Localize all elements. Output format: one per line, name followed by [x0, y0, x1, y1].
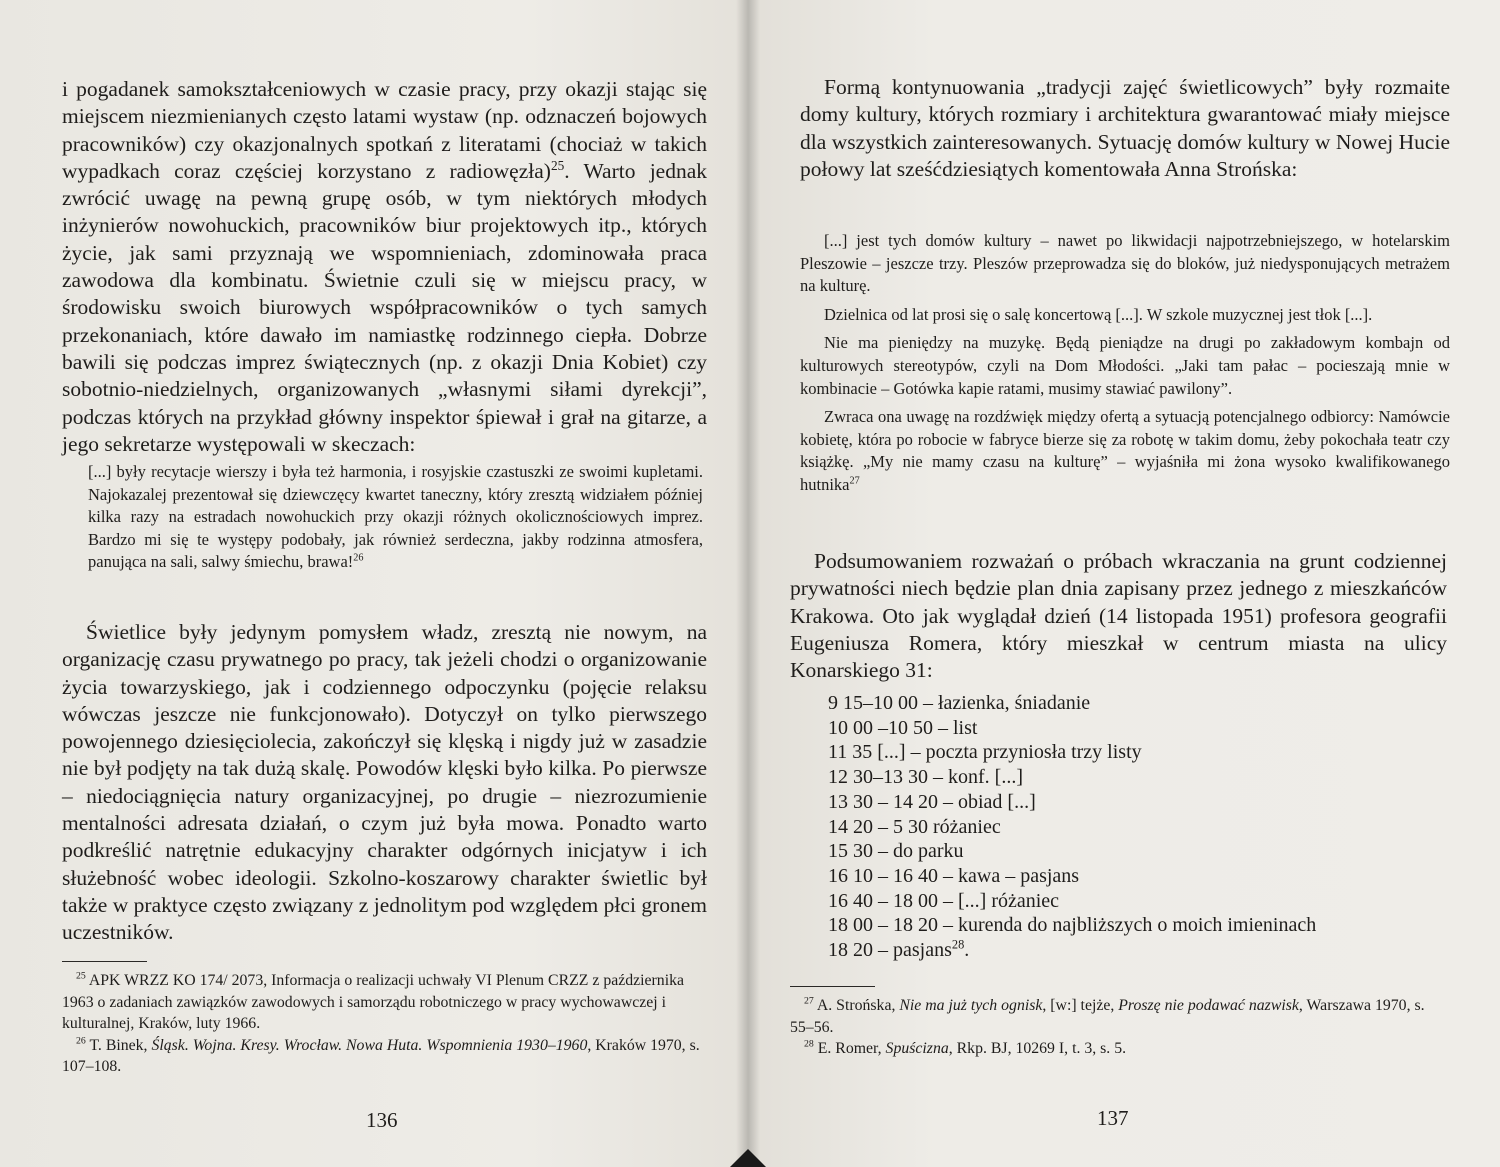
schedule-item: 18 20 – pasjans$^{28}$. — [828, 937, 970, 962]
schedule-item: 16 10 – 16 40 – kawa – pasjans — [828, 864, 1080, 887]
schedule-item: 9 15–10 00 – łazienka, śniadanie — [828, 692, 1091, 714]
right-footnotes — [790, 986, 1447, 1060]
footnote-25: $^{25}$ APK WRZZ KO 174/ 2073, Informacja o realizacji uchwały VI Plenum CRZZ z października 1963 o zadaniach zawiązków zawodowych i samorządu robotniczego w pracy wychowawczej i kulturalnej, Kraków, luty 1966. — [62, 970, 685, 1032]
book-gutter — [736, 0, 760, 1167]
left-paragraph-1: i pogadanek samokształceniowych w czasie pracy, przy okazji stając się miejscem niezmienianych często latami wystaw (np. odznaczeń bojowych pracowników) czy okazjonalnych spotkań z literatami (chociaż w takich wypadkach coraz częściej korzystano z radiowęzła)$^{25}$. Warto jednak zwrócić uwagę na pewną grupę osób, w tym niektórych młodych inżynierów nowohuckich, pracowników biur projektowych itp., których życie, jak sami przyznają we wspomnieniach, zdominowała praca zawodowa dla kombinatu. Świetnie czuli się w miejscu pracy, w środowisku swoich biurowych współpracowników o tych samych przekonaniach, które dawało im namiastkę rodzinnego ciepła. Dobrze bawili się podczas imprez świątecznych (np. z okazji Dnia Kobiet) czy sobotnio-niedzielnych, organizowanych „własnymi siłami dyrekcji”, podczas których na przykład główny inspektor śpiewał i grał na gitarze, a jego sekretarze występowali w skeczach: — [62, 77, 708, 456]
schedule-item: 11 35 [...] – poczta przyniosła trzy listy — [828, 741, 1142, 764]
schedule-item: 10 00 –10 50 – list — [828, 716, 978, 739]
left-block-quote: [...] były recytacje wierszy i była też harmonia, i rosyjskie czastuszki ze swoimi kupletami. Najokazalej prezentował się dziewczęcy kwartet taneczny, który zresztą widziałem później kilka razy na estradach nowohuckich przy okazji różnych okolicznościowych imprez. Bardzo mi się te występy podobały, jak również serdeczna, jakby rodzinna atmosfera, panująca na sali, salwy śmiechu, brawa!$^{26}$ — [88, 462, 703, 572]
page-number-left: 136 — [366, 1108, 398, 1132]
schedule-item: 15 30 – do parku — [828, 840, 964, 863]
page-number-right: 137 — [1097, 1106, 1129, 1130]
footnote-ref-26[interactable]: 26 — [353, 552, 364, 564]
right-paragraph-2: Podsumowaniem rozważań o próbach wkraczania na grunt codziennej prywatności niech będzie plan dnia zapisany przez jednego z mieszkańców Krakowa. Oto jak wyglądał dzień (14 listopada 1951) profesora geografii Eugeniusza Romera, który mieszkał w centrum miasta na ulicy Konarskiego 31: — [790, 549, 1447, 683]
daily-schedule — [828, 691, 1428, 963]
left-paragraph-2: Świetlice były jedynym pomysłem władz, zresztą nie nowym, na organizację czasu prywatnego po pracy, tak jeżeli chodzi o organizowanie życia towarzyskiego, jak i codziennego odpoczynku (pojęcie relaksu wówczas jeszcze nie funkcjonowało). Dotyczył on tylko pierwszego powojennego dziesięciolecia, zakończył się klęską i nigdy już w zasadzie nie był podjęty na tak dużą skalę. Powodów klęski było kilka. Po pierwsze – niedociągnięcia natury organizacyjnej, po drugie – niezrozumienie mentalności adresata działań, o czym już była mowa. Ponadto warto podkreślić natrętnie edukacyjny charakter odgórnych inicjatyw i ich służebność wobec ideologii. Szkolno-koszarowy charakter świetlic był także w praktyce często związany z jednolitym pod względem płci gronem uczestników. — [62, 620, 707, 945]
footnote-26: $^{26}$ T. Binek, Śląsk. Wojna. Kresy. Wrocław. Nowa Huta. Wspomnienia 1930–1960, Kraków 1970, s. 107–108. — [62, 1035, 700, 1075]
spine-mark — [730, 1149, 766, 1167]
left-footnotes — [62, 961, 707, 1078]
schedule-item: 12 30–13 30 – konf. [...] — [828, 766, 1023, 789]
schedule-item: 16 40 – 18 00 – [...] różaniec — [828, 889, 1060, 912]
schedule-item: 13 30 – 14 20 – obiad [...] — [828, 790, 1036, 813]
footnote-27: $^{27}$ A. Strońska, Nie ma już tych ognisk, [w:] tejże, Proszę nie podawać nazwisk, Warszawa 1970, s. 55–56. — [790, 995, 1425, 1036]
schedule-item: 18 00 – 18 20 – kurenda do najbliższych o moich imieninach — [828, 914, 1317, 937]
footnote-28: $^{28}$ E. Romer, Spuścizna, Rkp. BJ, 10269 I, t. 3, s. 5. — [804, 1038, 1127, 1057]
footnote-ref-28[interactable]: 28 — [951, 937, 965, 952]
schedule-item: 14 20 – 5 30 różaniec — [828, 815, 1001, 838]
footnote-rule — [62, 961, 147, 962]
right-block-quote: [...] jest tych domów kultury – nawet po likwidacji najpotrzebniejszego, w hotelarskim Pleszowie – jeszcze trzy. Pleszów przeprowadza się do bloków, już niedysponujących metrażem na kulturę. Dzielnica od lat prosi się o salę koncertową [...]. W szkole muzycznej jest tłok [...]. Nie ma pieniędzy na muzykę. Będą pieniądze na drugi po zakładowym kombajn od kulturowych stereotypów, czyli na Dom Młodości. „Jaki tam pałac – pocieszają mnie w kombinacie – Gotówka kapie ratami, musimy stawiać pawilony”. Zwraca ona uwagę na rozdźwięk między ofertą a sytuacją potencjalnego odbiorcy: Namówcie kobietę, która po robocie w fabryce bierze się za robotę w takim domu, żeby pokochała teatr czy książkę. „My nie mamy czasu na kulturę” – wyjaśniła mi żona wysoko kwalifikowanego hutnika$^{27}$ — [800, 231, 1450, 494]
footnote-rule — [790, 986, 875, 987]
footnote-ref-25[interactable]: 25 — [550, 157, 565, 173]
left-page — [0, 0, 748, 1167]
schedule-list — [828, 691, 1428, 963]
footnote-ref-27[interactable]: 27 — [849, 475, 860, 487]
right-paragraph-1: Formą kontynuowania „tradycji zajęć świetlicowych” były rozmaite domy kultury, których rozmiary i architektura gwarantować miały miejsce dla wszystkich zainteresowanych. Sytuację domów kultury w Nowej Hucie połowy lat sześćdziesiątych komentowała Anna Strońska: — [800, 75, 1450, 181]
